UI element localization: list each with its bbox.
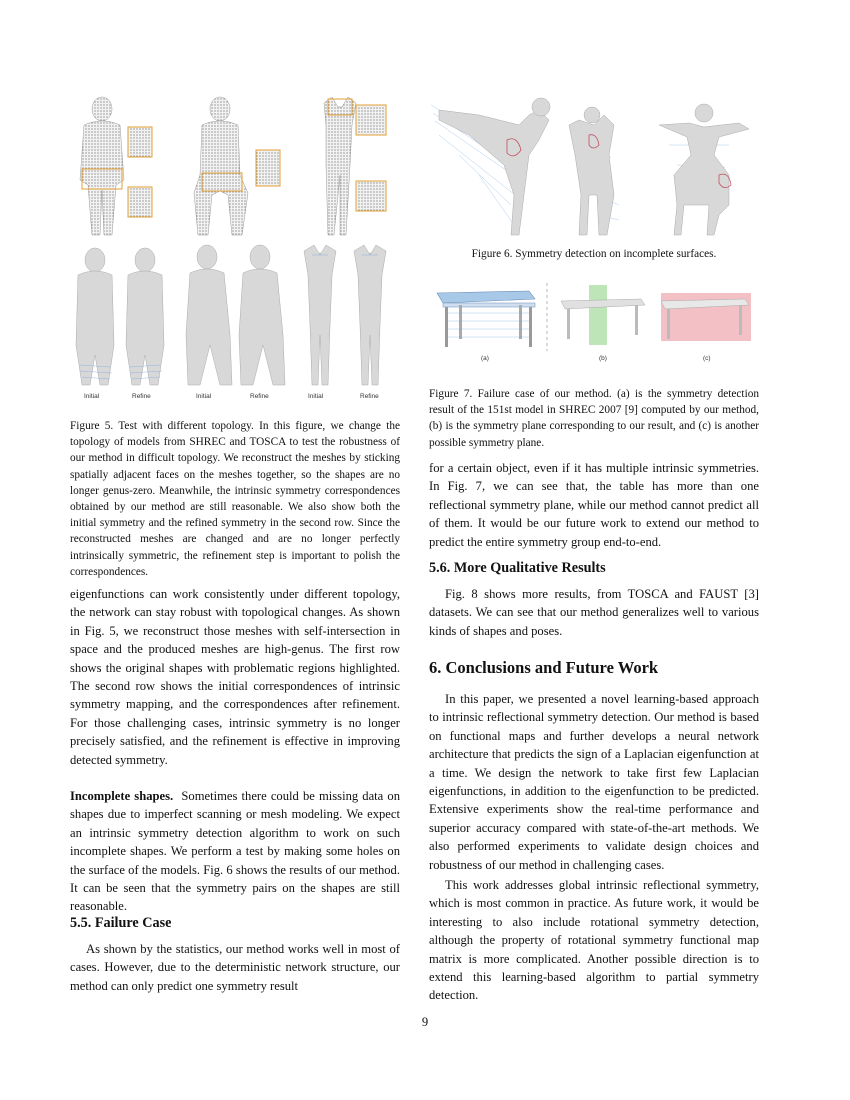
fig5-label-2: Refine xyxy=(132,393,151,400)
section-5-5-heading: 5.5. Failure Case xyxy=(70,915,172,931)
right-paragraph-1: for a certain object, even if it has multiple intrinsic symmetries. In Fig. 7, we can see that, the table has more than one reflectional symmetry plane, while our method cannot predict all of them. It would be our future work to extend our method to predict the entire symmetry group end-to-end. xyxy=(429,461,759,549)
section-6-heading: 6. Conclusions and Future Work xyxy=(429,658,659,677)
fig7-table-b xyxy=(561,285,645,362)
left-paragraph-incomplete-shapes xyxy=(70,787,400,916)
fig5-label-4: Refine xyxy=(250,393,269,400)
fig5-label-5: Initial xyxy=(308,393,324,400)
right-paragraph-future-work: This work addresses global intrinsic reflectional symmetry, which is most common in practice. As future work, it would be interesting to also include rotational symmetry detection, although the property of rotational symmetry functional map matrix is more complicated. Another possible direction is to extend this learning-based algorithm to partial symmetry detection. xyxy=(429,878,759,1003)
figure-6 xyxy=(429,95,759,245)
fig7-label-b: (b) xyxy=(599,355,607,362)
section-5-6-heading: 5.6. More Qualitative Results xyxy=(429,560,606,576)
figure-5-image xyxy=(70,95,400,405)
fig5-row1-model1 xyxy=(80,97,152,235)
fig5-label-3: Initial xyxy=(196,393,212,400)
page-number: 9 xyxy=(421,1015,429,1029)
left-paragraph-1: eigenfunctions can work consistently under different topology, the network can stay robust with topological changes. As shown in Fig. 5, we reconstruct those meshes with self-intersection in space and the produced meshes are high-genus. The first row shows the original shapes with problematic regions highlighted. The second row shows the initial correspondences of intrinsic symmetry mapping, and the correspondences after refinement. For those challenging cases, intrinsic symmetry is no longer precisely satisfied, and the refinement is effective in improving detected symmetry. xyxy=(70,587,400,767)
figure-5-caption: Figure 5. Test with different topology. In this figure, we change the topology of models from SHREC and TOSCA to test the robustness of our method in difficult topology. We reconstruct the meshes by sticking spatially adjacent faces on the meshes together, so the shapes are no longer genus-zero. Meanwhile, the intrinsic symmetry correspondences obtained by our method are still reasonable. We also show both the initial symmetry and the refined symmetry in the second row. Since the reconstructed meshes are changed and are no longer perfectly intrinsically symmetric, the refinement step is important to polish the correspondences. xyxy=(70,420,400,578)
incomplete-shapes-heading: Incomplete shapes. xyxy=(70,789,174,803)
fig6-shapes xyxy=(439,98,749,235)
figure-6-caption: Figure 6. Symmetry detection on incomplete surfaces. xyxy=(471,248,717,260)
right-paragraph-conclusions: In this paper, we presented a novel learning-based approach to intrinsic reflectional symmetry detection. Our method is based on functional maps and further develops a neural network architecture that predicts the sign of a Laplacian eigenfunction at a time. We design the network to take first few Laplacian eigenfunctions, in addition to the eigenfunction to be predicted. Extensive experiments show the real-time performance and superior accuracy compared with state-of-the-art methods. We also performed experiments to validate design choices and robustness of our method in challenging cases. xyxy=(429,692,759,872)
incomplete-shapes-text: Sometimes there could be missing data on shapes due to imperfect scanning or mesh modeling. We expect an intrinsic symmetry detection algorithm to work on such incomplete shapes. We perform a test by making some holes on the surface of the models. Fig. 6 shows the results of our method. It can be seen that the symmetry pairs on the shapes are still reasonable. xyxy=(70,789,401,914)
figure-5 xyxy=(70,95,400,405)
fig7-label-c: (c) xyxy=(703,355,711,362)
fig5-labels xyxy=(84,393,379,400)
fig5-row1-model2 xyxy=(194,97,280,235)
fig7-label-a: (a) xyxy=(481,355,489,362)
figure-7-caption: Figure 7. Failure case of our method. (a) is the symmetry detection result of the 151st model in SHREC 2007 [9] computed by our method, (b) is the symmetry plane corresponding to our result, and (c) is another possible symmetry plane. xyxy=(429,388,759,449)
fig5-label-1: Initial xyxy=(84,393,100,400)
fig5-row2 xyxy=(76,245,386,385)
fig5-label-6: Refine xyxy=(360,393,379,400)
figure-7 xyxy=(429,283,759,368)
fig7-table-c xyxy=(661,293,751,362)
left-paragraph-failure-case: As shown by the statistics, our method works well in most of cases. However, due to the deterministic network structure, our method can only predict one symmetry result xyxy=(70,942,400,993)
fig5-row1-model3 xyxy=(324,97,386,235)
figure-7-image xyxy=(429,283,759,368)
right-paragraph-qualitative: Fig. 8 shows more results, from TOSCA and FAUST [3] datasets. We can see that our method generalizes well to various kinds of shapes and poses. xyxy=(429,587,759,638)
figure-6-image xyxy=(429,95,759,245)
fig7-table-a xyxy=(437,291,535,362)
